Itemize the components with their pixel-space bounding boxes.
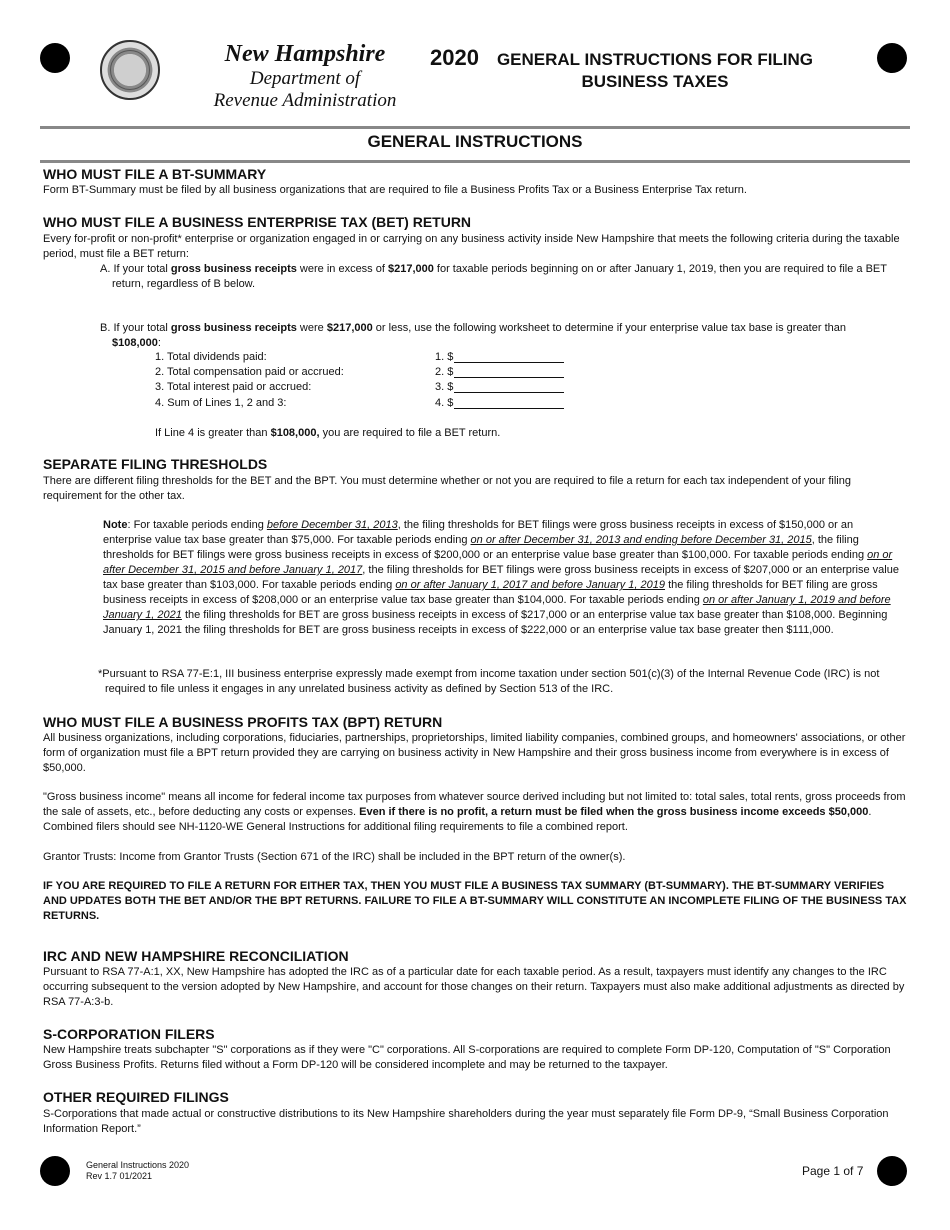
note-text-1: : For taxable periods ending xyxy=(127,519,267,531)
b-bold-1: gross business receipts xyxy=(170,322,297,334)
bpt-p2-bold: Even if there is no profit, a return must be filed when the gross business income exceeds $50,000 xyxy=(359,806,869,818)
worksheet-number: 2. $ xyxy=(435,366,454,378)
bpt-p2-text: "Gross business income" means all income for federal income tax purposes from whatever source derived including but not limited to: total sales, total rents, gross proceeds from the sale of assets, etc., before deducting any costs or expenses. xyxy=(43,791,906,818)
scorp-heading: S-CORPORATION FILERS xyxy=(43,1026,215,1042)
worksheet-label: 1. Total dividends paid: xyxy=(155,351,267,363)
b-bold-3: $108,000 xyxy=(112,337,158,349)
bet-heading: WHO MUST FILE A BUSINESS ENTERPRISE TAX (BET) RETURN xyxy=(43,214,472,230)
note-text-4: , the filing thresholds for BET filings were gross business receipts in excess of $207,000 or an enterprise value tax base greater than $103,000. For taxable periods ending xyxy=(103,564,899,591)
a-mid: were in excess of xyxy=(296,263,388,275)
department-name xyxy=(190,40,420,112)
heading-divider xyxy=(40,160,910,163)
bpt-p2-rest: . Combined filers should see NH-1120-WE General Instructions for additional filing requirements to file a combined report. xyxy=(43,806,872,833)
note-text-5: the filing thresholds for BET filing are gross business receipts in excess of $208,000 or an enterprise value tax base greater than $104,000. For taxable periods ending xyxy=(103,579,878,606)
line4-instruction xyxy=(155,426,500,441)
registration-mark-top-right xyxy=(877,43,907,73)
other-filings-heading: OTHER REQUIRED FILINGS xyxy=(43,1089,229,1105)
note-date-3: on or after December 31, 2015 and before January 1, 2017 xyxy=(103,549,893,576)
state-seal-logo xyxy=(100,40,160,100)
b-mid: were xyxy=(296,322,327,334)
b-end: : xyxy=(157,337,161,349)
irc-heading: IRC AND NEW HAMPSHIRE RECONCILIATION xyxy=(43,948,349,964)
note-label: Note xyxy=(103,519,128,531)
note-date-2: on or after December 31, 2013 and ending before December 31, 2015 xyxy=(470,534,812,546)
scorp-text: New Hampshire treats subchapter "S" corporations as if they were "C" corporations. All S-corporations are required to complete Form DP-120, Computation of "S" Corporation Gross Business Profits. Returns filed without a Form DP-120 will be considered incomplete and may be returned to the taxpayer. xyxy=(43,1044,891,1071)
worksheet-label: 4. Sum of Lines 1, 2 and 3: xyxy=(155,397,287,409)
bpt-heading: WHO MUST FILE A BUSINESS PROFITS TAX (BPT) RETURN xyxy=(43,714,443,730)
bpt-paragraph-1: All business organizations, including corporations, fiduciaries, partnerships, proprietorships, limited liability companies, combined groups, and homeowners' associations, or other form of organization must file a BPT return provided they are carrying on business activity in New Hampshire and their gross business income from everywhere is in excess of $50,000. xyxy=(43,732,906,774)
worksheet-blank[interactable] xyxy=(454,408,564,409)
line4-rest: you are required to file a BET return. xyxy=(319,427,501,439)
note-text-3: , the filing thresholds for BET filings were gross business receipts in excess of $200,000 or an enterprise value base greater than $100,000. For taxable periods ending xyxy=(103,534,868,561)
bt-summary-heading: WHO MUST FILE A BT-SUMMARY xyxy=(43,166,267,182)
header-divider xyxy=(40,126,910,129)
grantor-trusts-text: Grantor Trusts: Income from Grantor Trusts (Section 671 of the IRC) shall be included in the BPT return of the owner(s). xyxy=(43,851,626,863)
worksheet-label: 3. Total interest paid or accrued: xyxy=(155,381,312,393)
thresholds-note xyxy=(103,518,903,638)
note-date-1: before December 31, 2013 xyxy=(266,519,398,531)
irc-text: Pursuant to RSA 77-A:1, XX, New Hampshire has adopted the IRC as of a particular date for each taxable period. As a result, taxpayers must identify any changes to the IRC occurring subsequent to the version adopted by New Hampshire, and account for those changes on their return. Taxpayers must also make additional adjustments as directed by RSA 77-A:3-b. xyxy=(43,966,905,1008)
a-prefix: A. If your total xyxy=(100,263,171,275)
title-line-1: GENERAL INSTRUCTIONS FOR FILING xyxy=(496,50,814,69)
registration-mark-top-left xyxy=(40,43,70,73)
registration-mark-bottom-left xyxy=(40,1156,70,1186)
form-year: 2020 xyxy=(430,45,479,70)
bet-criterion-a xyxy=(100,262,917,292)
title-line-2: BUSINESS TAXES xyxy=(581,72,729,91)
worksheet-number: 3. $ xyxy=(435,381,454,393)
bpt-paragraph-2 xyxy=(43,790,908,835)
b-prefix: B. If your total xyxy=(100,322,171,334)
worksheet-blank[interactable] xyxy=(454,362,564,363)
note-text-2: , the filing thresholds for BET filings were gross business receipts in excess of $150,000 or an enterprise value tax base greater than $75,000. For taxable periods ending xyxy=(103,519,854,546)
dept-line-1: New Hampshire xyxy=(224,41,386,67)
b-bold-2: $217,000 xyxy=(326,322,373,334)
footer-line-1: General Instructions 2020 xyxy=(86,1160,190,1170)
bt-summary-text: Form BT-Summary must be filed by all business organizations that are required to file a Business Profits Tax or a Business Enterprise Tax return. xyxy=(43,184,747,196)
other-filings-text: S-Corporations that made actual or constructive distributions to its New Hampshire shareholders during the year must separately file Form DP-9, “Small Business Corporation Information Report.” xyxy=(43,1108,889,1135)
worksheet-number: 1. $ xyxy=(435,351,454,363)
a-bold-2: $217,000 xyxy=(387,263,434,275)
footer-revision xyxy=(86,1160,189,1182)
worksheet-number: 4. $ xyxy=(435,397,454,409)
worksheet-blank[interactable] xyxy=(454,392,564,393)
dept-line-2: Department of xyxy=(249,68,361,89)
dept-line-3: Revenue Administration xyxy=(213,90,397,111)
bt-summary-requirement: IF YOU ARE REQUIRED TO FILE A RETURN FOR EITHER TAX, THEN YOU MUST FILE A BUSINESS TAX SUMMARY (BT-SUMMARY). THE BT-SUMMARY VERIFIES AND UPDATES BOTH THE BET AND/OR THE BPT RETURNS. FAILURE TO FILE A BT-SUMMARY WILL CONSTITUTE AN INCOMPLETE FILING OF THE BUSINESS TAX RETURNS. xyxy=(43,880,907,922)
worksheet-blank[interactable] xyxy=(454,377,564,378)
note-date-4: on or after January 1, 2017 and before January 1, 2019 xyxy=(395,579,666,591)
b-rest: or less, use the following worksheet to determine if your enterprise value tax base is greater than xyxy=(372,322,846,334)
note-text-6: the filing thresholds for BET are gross business receipts in excess of $217,000 or an enterprise value tax base greater than $108,000. Beginning January 1, 2021 the filing thresholds for BET are gross business receipts in excess of $222,000 or an enterprise value tax base greater then $111,000. xyxy=(103,609,888,636)
non-profit-footnote: *Pursuant to RSA 77-E:1, III business enterprise expressly made exempt from income taxation under section 501(c)(3) of the Internal Revenue Code (IRC) is not required to file unless it engages in any unrelated business activity as defined by Section 513 of the IRC. xyxy=(98,668,880,695)
thresholds-text: There are different filing thresholds for the BET and the BPT. You must determine whether or not you are required to file a return for each tax independent of your filing requirement for the other tax. xyxy=(43,475,851,502)
thresholds-heading: SEPARATE FILING THRESHOLDS xyxy=(43,456,268,472)
a-bold-1: gross business receipts xyxy=(170,263,297,275)
page-heading: GENERAL INSTRUCTIONS xyxy=(367,132,583,151)
seal-ring xyxy=(110,50,150,90)
registration-mark-bottom-right xyxy=(877,1156,907,1186)
document-title xyxy=(490,49,820,93)
line4-prefix: If Line 4 is greater than xyxy=(155,427,271,439)
page-number: Page 1 of 7 xyxy=(802,1164,864,1178)
bet-intro: Every for-profit or non-profit* enterprise or organization engaged in or carrying on any business activity inside New Hampshire that meets the following criteria during the taxable period, must file a BET return: xyxy=(43,233,900,260)
a-rest: for taxable periods beginning on or after January 1, 2019, then you are required to file a BET return, regardless of B below. xyxy=(112,263,887,290)
line4-bold: $108,000, xyxy=(270,427,320,439)
worksheet-label: 2. Total compensation paid or accrued: xyxy=(155,366,344,378)
note-date-5: on or after January 1, 2019 and before January 1, 2021 xyxy=(103,594,891,621)
bet-criterion-b xyxy=(100,321,897,351)
footer-line-2: Rev 1.7 01/2021 xyxy=(86,1171,153,1181)
